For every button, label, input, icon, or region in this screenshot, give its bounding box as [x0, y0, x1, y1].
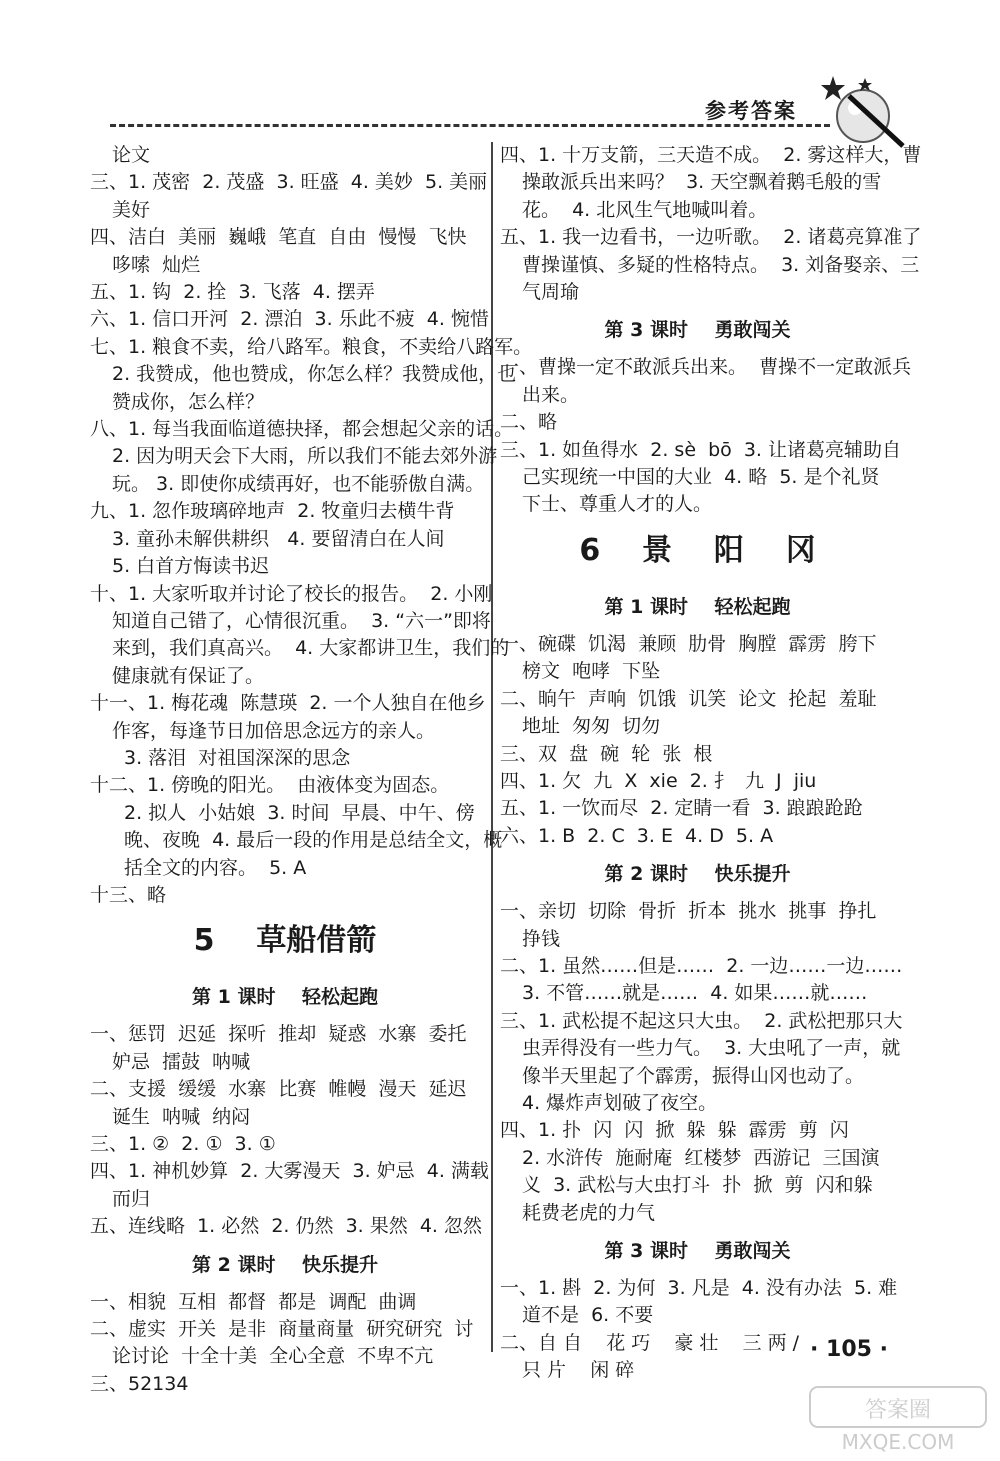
answer-line: 一、惩罚 迟延 探听 推却 疑惑 水寨 委托: [90, 1023, 467, 1046]
answer-line: 道不是 6. 不要: [522, 1304, 654, 1327]
answer-line: 论讨论 十全十美 全心全意 不卑不亢: [112, 1345, 434, 1368]
answer-line: 三、52134: [90, 1372, 189, 1395]
answer-line: 一、碗碟 饥渴 兼顾 肋骨 胸膛 霹雳 胯下: [500, 632, 877, 655]
answer-line: 五、连线略 1. 必然 2. 仍然 3. 果然 4. 忽然: [90, 1215, 482, 1238]
answer-line: 三、1. 武松提不起这只大虫。 2. 武松把那只大: [500, 1009, 903, 1032]
answer-line: 挣钱: [522, 927, 561, 950]
answer-line: 3. 童孙未解供耕织 4. 要留清白在人间: [112, 527, 445, 550]
page-number: · 105 ·: [810, 1337, 888, 1362]
answer-line: 一、1. 斟 2. 为何 3. 凡是 4. 没有办法 5. 难: [500, 1277, 898, 1299]
answer-line: 2. 拟人 小姑娘 3. 时间 早晨、中午、傍: [124, 801, 475, 824]
answer-line: 四、1. 十万支箭，三天造不成。 2. 雾这样大，曹: [500, 144, 922, 166]
answer-line: 美好: [112, 198, 151, 221]
answer-line: 二、略: [500, 411, 558, 434]
answer-line: 只 片 闲 碎: [522, 1359, 635, 1382]
answer-line: 4. 爆炸声划破了夜空。: [522, 1091, 718, 1114]
answer-line: 三、1. 茂密 2. 茂盛 3. 旺盛 4. 美妙 5. 美丽: [90, 171, 488, 194]
answer-line: 一、相貌 互相 都督 都是 调配 曲调: [90, 1290, 417, 1313]
answer-line: 括全文的内容。 5. A: [124, 856, 307, 879]
answer-line: 四、1. 扑 闪 闪 掀 躲 躲 霹雳 剪 闪: [500, 1119, 849, 1142]
star-wand-logo: [815, 68, 910, 153]
answer-line: 曹操谨慎、多疑的性格特点。 3. 刘备娶亲、三: [522, 253, 920, 276]
answer-line: 二、自 自 花 巧 豪 壮 三 两 /: [500, 1331, 800, 1354]
answer-line: 2. 水浒传 施耐庵 红楼梦 西游记 三国演: [522, 1146, 880, 1169]
answer-line: 晚、夜晚 4. 最后一段的作用是总结全文，概: [124, 829, 503, 852]
answer-line: 十二、1. 傍晚的阳光。 由液体变为固态。: [90, 774, 450, 797]
lesson-heading: 第 1 课时 轻松起跑: [604, 595, 791, 618]
answer-line: 气周瑜: [522, 281, 580, 304]
answer-line: 3. 落泪 对祖国深深的思念: [124, 746, 351, 769]
section-heading: 6 景 阳 冈: [579, 532, 816, 568]
watermark-logo: [808, 1385, 988, 1455]
answer-line: 虫弄得没有一些力气。 3. 大虫吼了一声，就: [522, 1037, 901, 1060]
right-column: [500, 142, 922, 1385]
svg-text:答案圈: 答案圈: [864, 1398, 932, 1423]
answer-line: 六、1. B 2. C 3. E 4. D 5. A: [500, 824, 774, 847]
answer-line: 赞成你，怎么样？: [112, 390, 265, 413]
answer-line: 知道自己错了，心情很沉重。 3. “六一”即将: [112, 609, 491, 632]
answer-line: 六、1. 信口开河 2. 漂泊 3. 乐此不疲 4. 惋惜: [90, 308, 489, 331]
lesson-heading: 第 2 课时 快乐提升: [192, 1253, 378, 1276]
answer-line: 像半天里起了个霹雳，振得山冈也动了。: [522, 1064, 865, 1087]
answer-line: 出来。: [522, 383, 580, 406]
answer-line: 5. 白首方悔读书迟: [112, 555, 270, 578]
answer-line: 来到，我们真高兴。 4. 大家都讲卫生，我们的: [112, 637, 510, 660]
answer-line: 二、1. 虽然……但是…… 2. 一边……一边……: [500, 954, 903, 977]
answer-line: 榜文 咆哮 下坠: [522, 660, 661, 683]
answer-line: 五、1. 一饮而尽 2. 定睛一看 3. 踉踉跄跄: [500, 797, 863, 820]
answer-line: 下士、尊重人才的人。: [522, 493, 713, 516]
lesson-heading: 第 2 课时 快乐提升: [604, 863, 791, 886]
column-divider: [491, 142, 493, 1352]
answer-line: 2. 因为明天会下大雨，所以我们不能去郊外游: [112, 445, 498, 468]
answer-line: 四、洁白 美丽 巍峨 笔直 自由 慢慢 飞快: [90, 226, 467, 249]
answer-line: 玩。 3. 即使你成绩再好，也不能骄傲自满。: [112, 472, 485, 495]
answer-line: 耗费老虎的力气: [522, 1201, 656, 1224]
answer-line: 2. 我赞成，他也赞成，你怎么样？我赞成他，也: [112, 363, 517, 386]
answer-line: 二、支援 缓缓 水寨 比赛 帷幔 漫天 延迟: [90, 1078, 467, 1101]
answer-line: 三、1. 如鱼得水 2. sè bō 3. 让诸葛亮辅助自: [500, 438, 902, 461]
answer-line: 二、虚实 开关 是非 商量商量 研究研究 讨: [90, 1318, 474, 1341]
section-heading: 5 草船借箭: [193, 923, 377, 959]
answer-line: 一、亲切 切除 骨折 折本 挑水 挑事 挣扎: [500, 900, 877, 923]
lesson-heading: 第 1 课时 轻松起跑: [192, 986, 378, 1009]
svg-text:MXQE.COM: MXQE.COM: [841, 1430, 955, 1454]
answer-line: 作客，每逢节日加倍思念远方的亲人。: [112, 719, 436, 742]
answer-line: 操敢派兵出来吗？ 3. 天空飘着鹅毛般的雪: [522, 171, 882, 194]
answer-line: 一、曹操一定不敢派兵出来。 曹操不一定敢派兵: [500, 356, 912, 379]
lesson-heading: 第 3 课时 勇敢闯关: [604, 319, 791, 342]
answer-line: 三、1. ② 2. ① 3. ①: [90, 1133, 276, 1155]
answer-line: 义 3. 武松与大虫打斗 扑 掀 剪 闪和躲: [522, 1174, 873, 1197]
answer-line: 二、晌午 声响 饥饿 讥笑 论文 抡起 羞耻: [500, 687, 877, 710]
answer-line: 3. 不管……就是…… 4. 如果……就……: [522, 982, 868, 1005]
answer-line: 四、1. 神机妙算 2. 大雾漫天 3. 妒忌 4. 满载: [90, 1160, 489, 1183]
lesson-heading: 第 3 课时 勇敢闯关: [604, 1240, 791, 1262]
answer-line: 十一、1. 梅花魂 陈慧瑛 2. 一个人独自在他乡: [90, 692, 486, 715]
answer-line: 而归: [112, 1187, 151, 1210]
answer-line: 己实现统一中国的大业 4. 略 5. 是个礼贤: [522, 466, 880, 489]
answer-line: 花。 4. 北风生气地喊叫着。: [522, 198, 768, 221]
answer-line: 五、1. 钩 2. 拴 3. 飞落 4. 摆弄: [90, 281, 375, 304]
answer-line: 地址 匆匆 切勿: [522, 715, 661, 738]
answer-line: 五、1. 我一边看书，一边听歌。 2. 诸葛亮算准了: [500, 226, 922, 249]
answer-line: 健康就有保证了。: [112, 664, 265, 687]
answer-line: 九、1. 忽作玻璃碎地声 2. 牧童归去横牛背: [90, 500, 455, 523]
answer-line: 十、1. 大家听取并讨论了校长的报告。 2. 小刚: [90, 582, 493, 605]
answer-line: 哆嗦 灿烂: [112, 253, 201, 276]
header-title: 参考答案: [705, 99, 797, 123]
answer-line: 三、双 盘 碗 轮 张 根: [500, 742, 713, 765]
answer-line: 十三、略: [90, 883, 167, 906]
answer-line: 诞生 呐喊 纳闷: [112, 1105, 251, 1128]
answer-line: 论文: [112, 144, 151, 166]
answer-line: 八、1. 每当我面临道德抉择，都会想起父亲的话。: [90, 418, 514, 441]
answer-line: 七、1. 粮食不卖，给八路军。粮食，不卖给八路军。: [90, 335, 533, 358]
answer-line: 妒忌 擂鼓 呐喊: [112, 1050, 251, 1073]
answer-line: 四、1. 欠 九 X xie 2. 扌 九 J jiu: [500, 769, 817, 792]
header-dashed-rule: [110, 124, 830, 127]
